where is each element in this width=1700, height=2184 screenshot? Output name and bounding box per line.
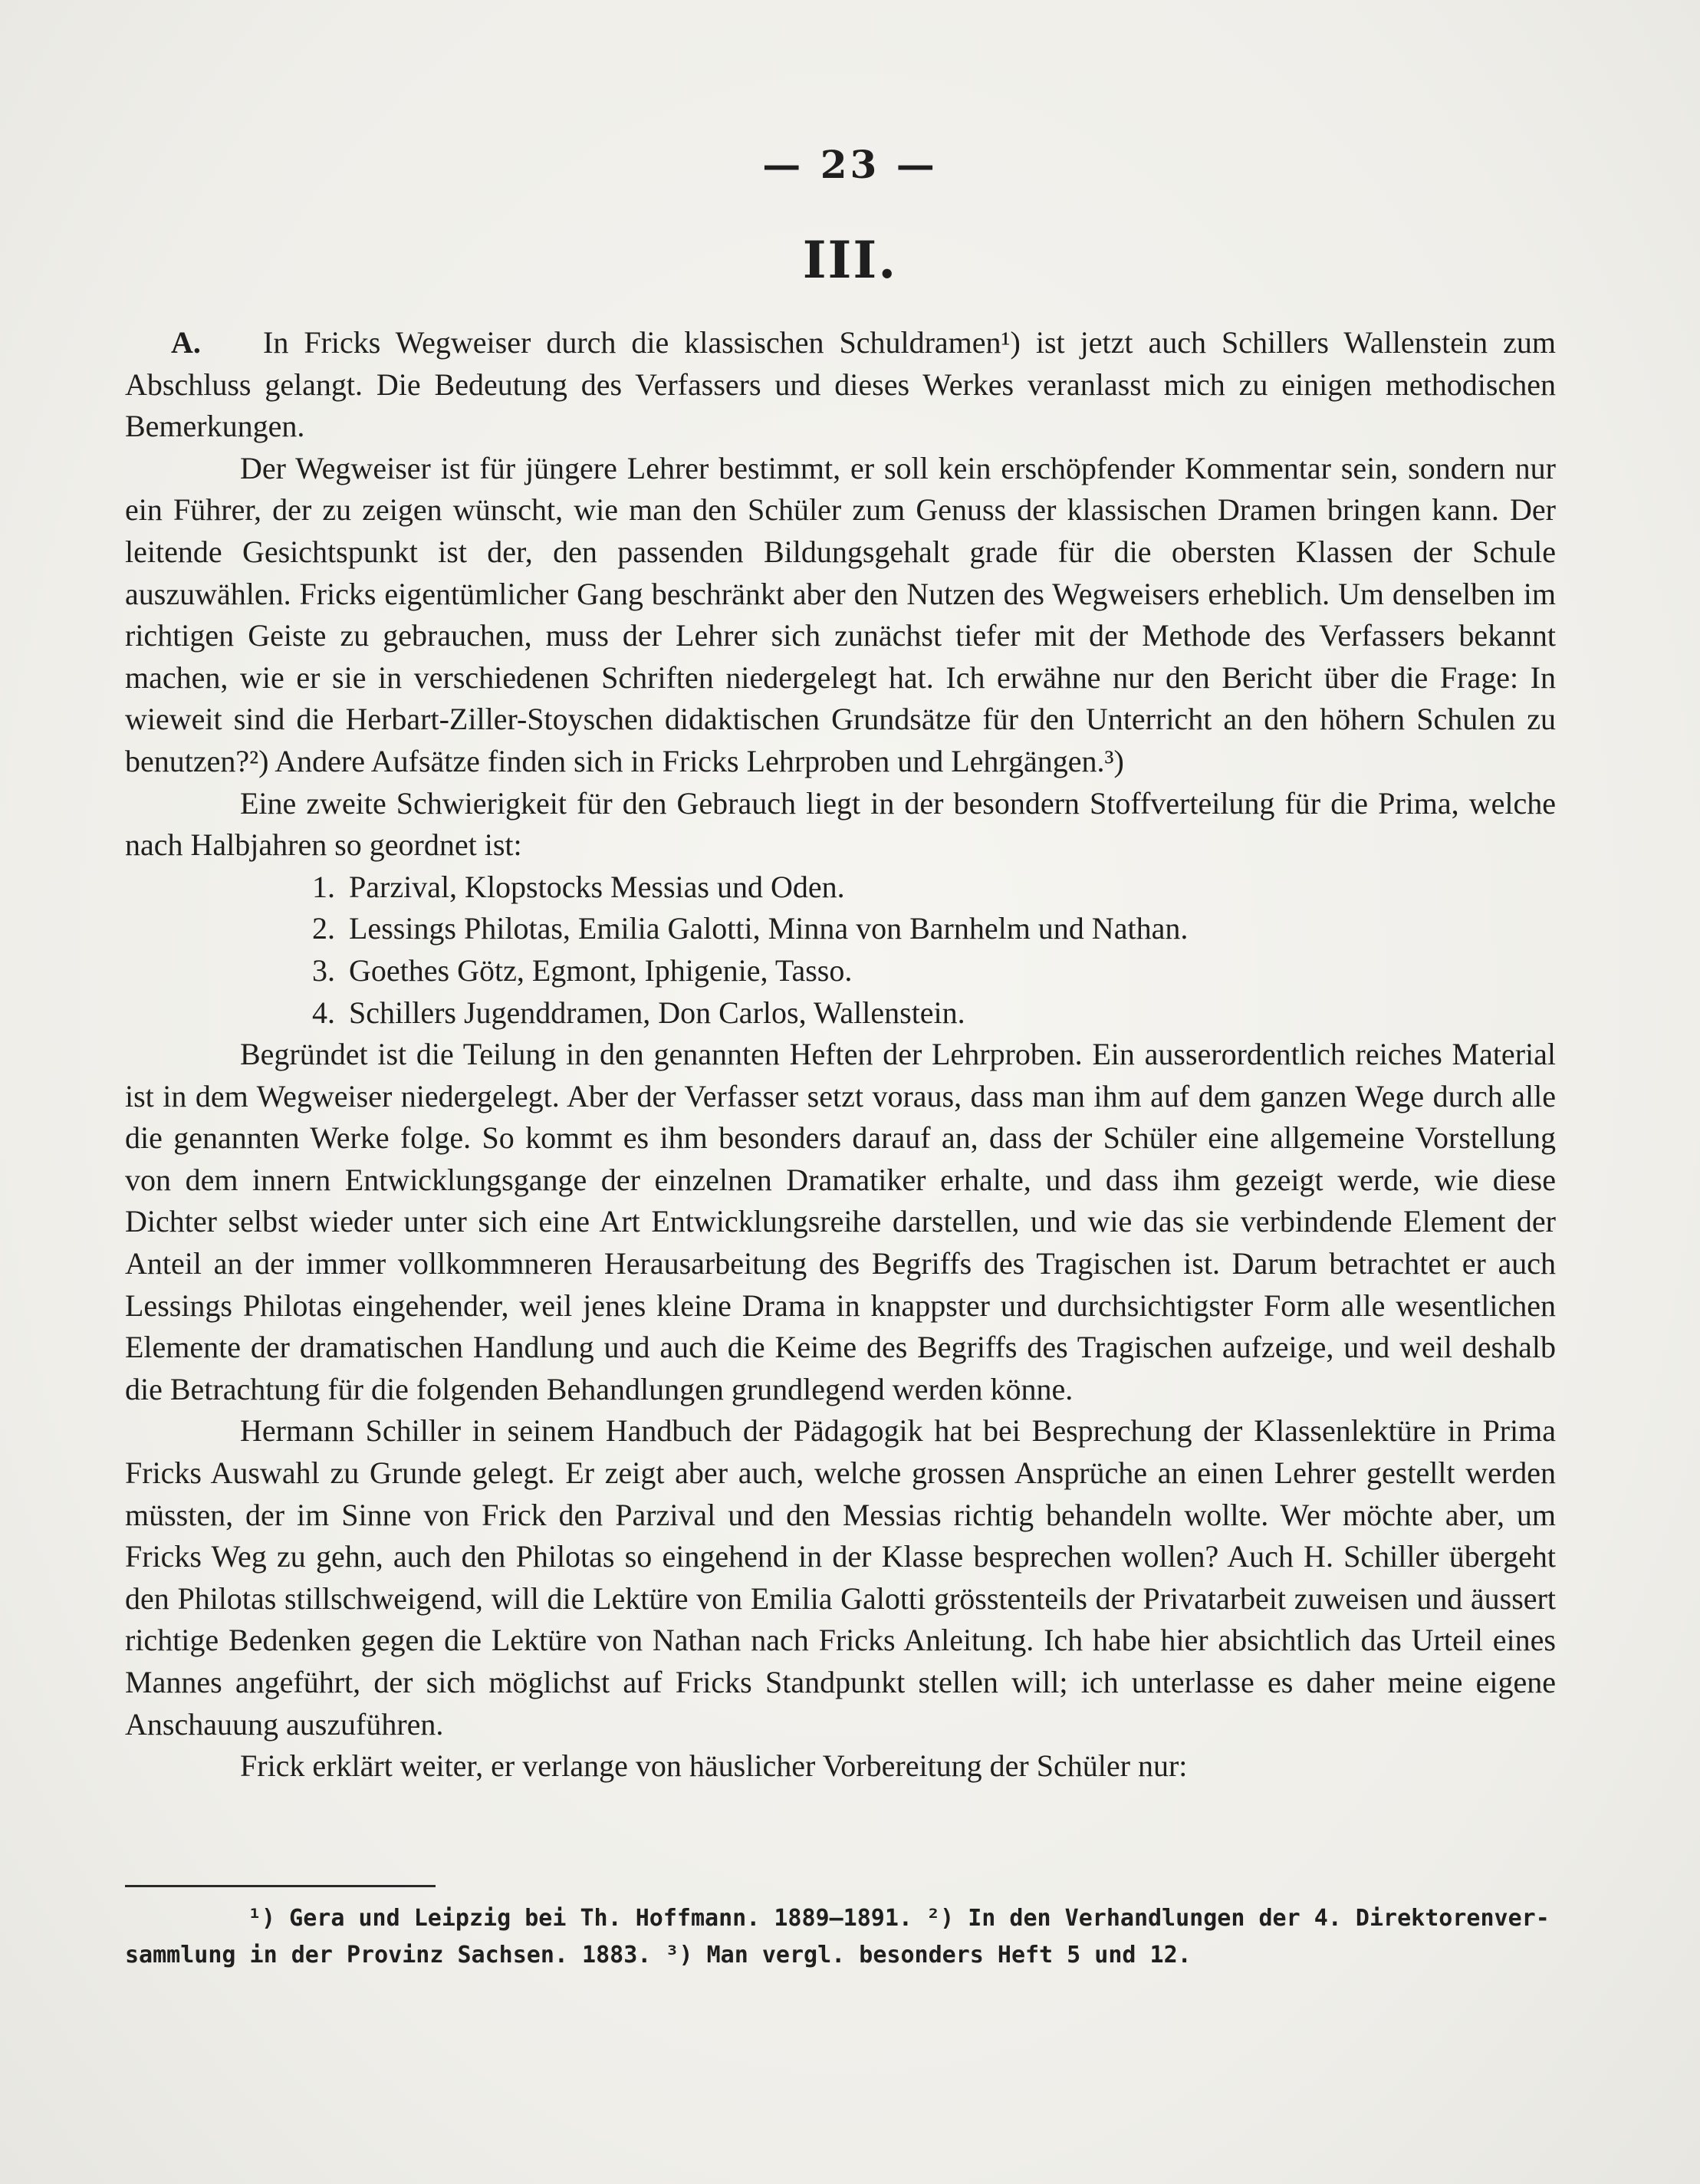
page-number: — 23 — (762, 142, 938, 187)
list-item-number: 4. (312, 995, 335, 1030)
list-item-number: 1. (312, 869, 335, 904)
list-item-number: 3. (312, 952, 335, 988)
footnote-line-1: ¹) Gera und Leipzig bei Th. Hoffmann. 1889–1891. ²) In den Verhandlungen der 4. Direktorenver- (248, 1905, 1550, 1932)
footnote-divider (125, 1885, 436, 1887)
paragraph-5: Hermann Schiller in seinem Handbuch der Pädagogik hat bei Besprechung der Klassenlektüre in Prima Fricks Auswahl zu Grunde gelegt. Er zeigt aber auch, welche grossen Ansprüche an einen Lehrer gestellt werden müssten, der im Sinne von Frick den Parzival und den Messias richtig behandeln wollte. Wer möchte aber, um Fricks Weg zu gehn, auch den Philotas so eingehend in der Klasse besprechen wollen? Auch H. Schiller übergeht den Philotas stillschweigend, will die Lektüre von Emilia Galotti grösstenteils der Privatarbeit zuweisen und äussert richtige Bedenken gegen die Lektüre von Nathan nach Fricks Anleitung. Ich habe hier absichtlich das Urteil eines Mannes angeführt, der sich möglichst auf Fricks Standpunkt stellen will; ich unterlasse es daher meine eigene Anschauung auszuführen. (125, 1413, 1556, 1742)
section-title: III. (802, 230, 898, 290)
list-item-text: Schillers Jugenddramen, Don Carlos, Wallenstein. (349, 995, 965, 1030)
paragraph-2: Der Wegweiser ist für jüngere Lehrer bestimmt, er soll kein erschöpfender Kommentar sein, sondern nur ein Führer, der zu zeigen wünscht, wie man den Schüler zum Genuss der klassischen Dramen bringen kann. Der leitende Gesichtspunkt ist der, den passenden Bildungsgehalt grade für die obersten Klassen der Schule auszuwählen. Fricks eigentümlicher Gang beschränkt aber den Nutzen des Wegweisers erheblich. Um denselben im richtigen Geiste zu gebrauchen, muss der Lehrer sich zunächst tiefer mit der Methode des Verfassers bekannt machen, wie er sie in verschiedenen Schriften niedergelegt hat. Ich erwähne nur den Bericht über die Frage: In wieweit sind die Herbart-Ziller-Stoyschen didaktischen Grundsätze für den Unterricht an den höhern Schulen zu benutzen?²) Andere Aufsätze finden sich in Fricks Lehrproben und Lehrgängen.³) (125, 450, 1556, 778)
main-text (125, 322, 1556, 1788)
list-item (125, 867, 1556, 909)
list-item-text: Parzival, Klopstocks Messias und Oden. (349, 869, 845, 904)
footnotes (125, 1900, 1556, 1974)
list-item (125, 908, 1556, 950)
paragraph-4: Begründet ist die Teilung in den genannten Heften der Lehrproben. Ein ausserordentlich reiches Material ist in dem Wegweiser niedergelegt. Aber der Verfasser setzt voraus, dass man ihm auf dem ganzen Wege durch alle die genannten Werke folge. So kommt es ihm besonders darauf an, dass der Schüler eine allgemeine Vorstellung von dem innern Entwicklungsgange der einzelnen Dramatiker erhalte, und dass ihm gezeigt werde, wie diese Dichter selbst wieder unter sich eine Art Entwicklungsreihe darstellen, und wie das sie verbindende Element der Anteil an der immer vollkommneren Herausarbeitung des Begriffs des Tragischen ist. Darum betrachtet er auch Lessings Philotas eingehender, weil jenes kleine Drama in knappster und durchsichtigster Form alle wesentlichen Elemente der dramatischen Handlung und auch die Keime des Begriffs des Tragischen aufzeige, und weil deshalb die Betrachtung für die folgenden Behandlungen grundlegend werden könne. (125, 1037, 1556, 1406)
paragraph-1 (125, 322, 1556, 448)
list-item-number: 2. (312, 911, 335, 946)
paragraph-6: Frick erklärt weiter, er verlange von häuslicher Vorbereitung der Schüler nur: (240, 1748, 1188, 1784)
paragraph-1-text: In Fricks Wegweiser durch die klassischen Schuldramen¹) ist jetzt auch Schillers Wallenstein zum Abschluss gelangt. Die Bedeutung des Verfassers und dieses Werkes veranlasst mich zu einigen methodischen Bemerkungen. (125, 325, 1556, 444)
footnote-line-2: sammlung in der Provinz Sachsen. 1883. ³) Man vergl. besonders Heft 5 und 12. (125, 1942, 1192, 1969)
paragraph-3: Eine zweite Schwierigkeit für den Gebrauch liegt in der besondern Stoffverteilung für die Prima, welche nach Halbjahren so geordnet ist: (125, 785, 1556, 863)
section-label: A. (171, 325, 201, 360)
semester-list (125, 867, 1556, 1034)
list-item-text: Goethes Götz, Egmont, Iphigenie, Tasso. (349, 952, 853, 988)
list-item (125, 992, 1556, 1034)
list-item (125, 950, 1556, 992)
list-item-text: Lessings Philotas, Emilia Galotti, Minna von Barnhelm und Nathan. (349, 911, 1189, 946)
